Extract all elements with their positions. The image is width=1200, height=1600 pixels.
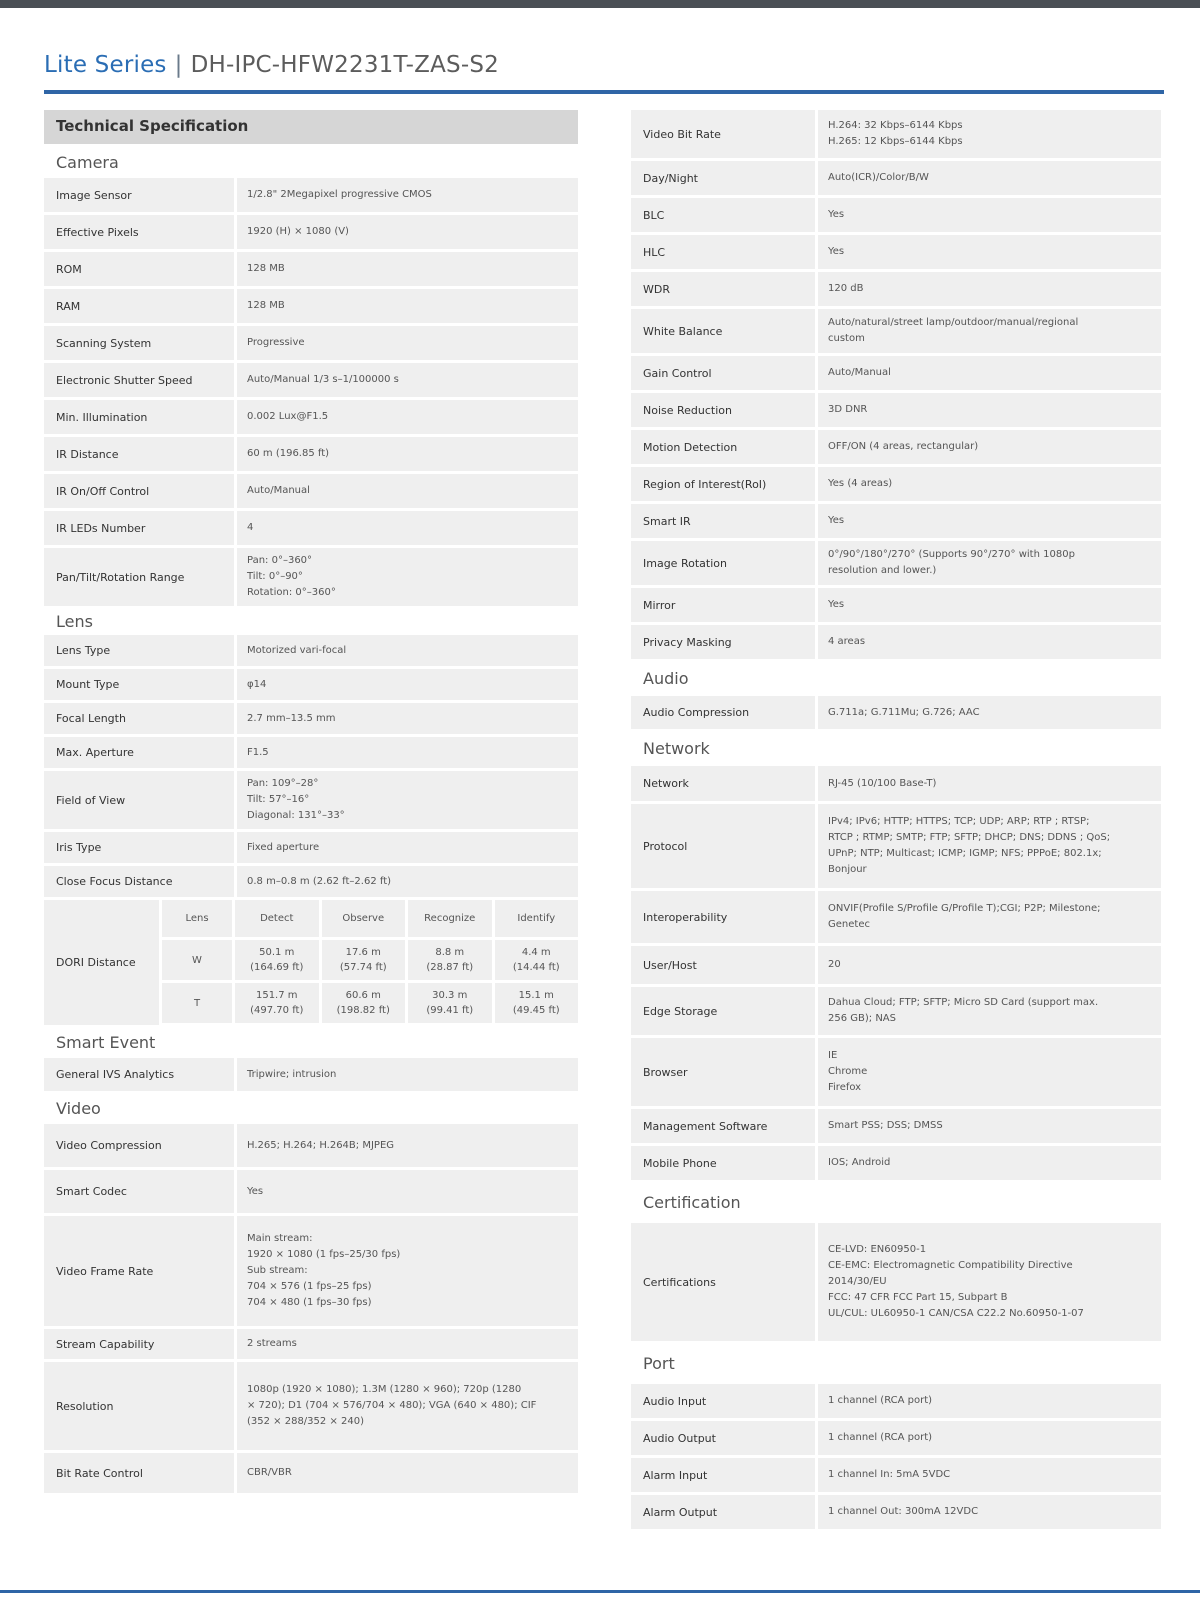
spec-row	[44, 737, 578, 768]
spec-value: Auto/Manual 1/3 s–1/100000 s	[237, 363, 578, 397]
spec-value	[818, 804, 1161, 888]
section-video: Video	[56, 1099, 101, 1118]
spec-label: IR Distance	[44, 437, 234, 471]
value-line: Auto/natural/street lamp/outdoor/manual/regional	[828, 317, 1079, 328]
value-line: Firefox	[828, 1082, 862, 1093]
spec-value: 1 channel Out: 300mA 12VDC	[818, 1495, 1161, 1529]
value-line: 704 × 480 (1 fps–30 fps)	[247, 1297, 372, 1308]
spec-value: 2 streams	[237, 1329, 578, 1359]
dori-header-cell: Observe	[322, 900, 406, 937]
spec-label: Image Rotation	[631, 541, 815, 585]
spec-label: DORI Distance	[44, 900, 159, 1025]
dori-value-cell	[408, 983, 492, 1023]
spec-row	[44, 252, 578, 286]
spec-label: White Balance	[631, 309, 815, 353]
spec-row	[44, 1453, 578, 1493]
spec-value: Auto/Manual	[237, 474, 578, 508]
spec-row	[44, 1058, 578, 1091]
spec-label: Lens Type	[44, 635, 234, 666]
spec-row	[44, 474, 578, 508]
section-certification: Certification	[643, 1193, 741, 1212]
value-line: 4.4 m	[521, 947, 551, 958]
spec-label: RAM	[44, 289, 234, 323]
spec-label: BLC	[631, 198, 815, 232]
value-line: 8.8 m	[435, 947, 465, 958]
spec-label: Audio Compression	[631, 696, 815, 729]
spec-value: Auto(ICR)/Color/B/W	[818, 161, 1161, 195]
spec-value	[818, 987, 1161, 1035]
value-line: Pan: 109°–28°	[247, 778, 319, 789]
spec-label: Iris Type	[44, 832, 234, 863]
spec-value: 20	[818, 946, 1161, 984]
value-line: H.264: 32 Kbps–6144 Kbps	[828, 120, 963, 131]
spec-value: Yes (4 areas)	[818, 467, 1161, 501]
spec-label: Electronic Shutter Speed	[44, 363, 234, 397]
value-line: Sub stream:	[247, 1265, 308, 1276]
spec-value	[237, 548, 578, 606]
spec-value	[818, 541, 1161, 585]
spec-value: Yes	[818, 198, 1161, 232]
value-line: 1920 × 1080 (1 fps–25/30 fps)	[247, 1249, 401, 1260]
value-line: 2014/30/EU	[828, 1276, 887, 1287]
spec-row	[631, 1495, 1161, 1529]
spec-label: Gain Control	[631, 356, 815, 390]
spec-value: 120 dB	[818, 272, 1161, 306]
spec-value: 0.002 Lux@F1.5	[237, 400, 578, 434]
value-line: UPnP; NTP; Multicast; ICMP; IGMP; NFS; PPPoE; 802.1x;	[828, 848, 1102, 859]
spec-row	[44, 669, 578, 700]
spec-label: IR On/Off Control	[44, 474, 234, 508]
spec-row	[631, 891, 1161, 943]
dori-lens-cell: W	[162, 940, 232, 980]
spec-label: Resolution	[44, 1362, 234, 1450]
spec-row	[631, 1223, 1161, 1341]
spec-row	[631, 356, 1161, 390]
spec-row	[44, 289, 578, 323]
value-line: Rotation: 0°–360°	[247, 587, 336, 598]
spec-row	[631, 696, 1161, 729]
value-line: (497.70 ft)	[250, 1005, 304, 1016]
spec-label: Noise Reduction	[631, 393, 815, 427]
spec-label: Video Compression	[44, 1124, 234, 1167]
value-line: CE-EMC: Electromagnetic Compatibility Directive	[828, 1260, 1073, 1271]
spec-row	[631, 541, 1161, 585]
value-line: H.265: 12 Kbps–6144 Kbps	[828, 136, 963, 147]
spec-label: Field of View	[44, 771, 234, 829]
spec-value: RJ-45 (10/100 Base-T)	[818, 766, 1161, 801]
spec-row	[631, 467, 1161, 501]
value-line: 60.6 m	[345, 990, 381, 1001]
value-line: Dahua Cloud; FTP; SFTP; Micro SD Card (support max.	[828, 997, 1099, 1008]
dori-value-cell	[322, 983, 406, 1023]
spec-value: CBR/VBR	[237, 1453, 578, 1493]
spec-value: IOS; Android	[818, 1146, 1161, 1180]
value-line: 50.1 m	[259, 947, 295, 958]
spec-label: IR LEDs Number	[44, 511, 234, 545]
value-line: ONVIF(Profile S/Profile G/Profile T);CGI; P2P; Milestone;	[828, 903, 1101, 914]
spec-row	[631, 504, 1161, 538]
spec-label: Video Bit Rate	[631, 110, 815, 158]
spec-row	[44, 635, 578, 666]
spec-value	[237, 771, 578, 829]
value-line: Bonjour	[828, 864, 867, 875]
spec-row	[44, 1362, 578, 1450]
value-line: Genetec	[828, 919, 870, 930]
spec-label: Min. Illumination	[44, 400, 234, 434]
value-line: Diagonal: 131°–33°	[247, 810, 345, 821]
spec-table-header: Technical Specification	[44, 110, 578, 144]
spec-value: F1.5	[237, 737, 578, 768]
spec-label: Audio Output	[631, 1421, 815, 1455]
spec-row	[631, 987, 1161, 1035]
spec-row	[44, 326, 578, 360]
spec-label: Max. Aperture	[44, 737, 234, 768]
spec-label: User/Host	[631, 946, 815, 984]
right-column	[631, 110, 1161, 1532]
title-separator: |	[174, 52, 183, 78]
spec-value: Fixed aperture	[237, 832, 578, 863]
spec-row	[631, 1038, 1161, 1106]
value-line: (49.45 ft)	[512, 1005, 560, 1016]
value-line: Pan: 0°–360°	[247, 555, 313, 566]
lens-table	[44, 635, 578, 1025]
spec-label: Stream Capability	[44, 1329, 234, 1359]
value-line: 30.3 m	[432, 990, 468, 1001]
value-line: 256 GB); NAS	[828, 1013, 896, 1024]
spec-label: Mount Type	[44, 669, 234, 700]
spec-label: HLC	[631, 235, 815, 269]
spec-value: Yes	[818, 235, 1161, 269]
section-lens: Lens	[56, 612, 93, 631]
spec-label: Motion Detection	[631, 430, 815, 464]
value-line: 1080p (1920 × 1080); 1.3M (1280 × 960); 720p (1280	[247, 1384, 522, 1395]
spec-label: Edge Storage	[631, 987, 815, 1035]
spec-row	[631, 235, 1161, 269]
dori-value-cell	[495, 983, 579, 1023]
dori-value-cell	[408, 940, 492, 980]
spec-row	[44, 548, 578, 606]
spec-label: Privacy Masking	[631, 625, 815, 659]
spec-row	[631, 766, 1161, 801]
spec-row	[631, 804, 1161, 888]
value-line: IPv4; IPv6; HTTP; HTTPS; TCP; UDP; ARP; RTP ; RTSP;	[828, 816, 1090, 827]
spec-value: H.265; H.264; H.264B; MJPEG	[237, 1124, 578, 1167]
spec-label: Scanning System	[44, 326, 234, 360]
spec-label: Region of Interest(RoI)	[631, 467, 815, 501]
spec-row	[631, 198, 1161, 232]
spec-row	[44, 866, 578, 897]
spec-row	[44, 832, 578, 863]
value-line: Main stream:	[247, 1233, 313, 1244]
spec-label: Image Sensor	[44, 178, 234, 212]
spec-row	[44, 1216, 578, 1326]
value-line: (164.69 ft)	[250, 962, 304, 973]
spec-value: 0.8 m–0.8 m (2.62 ft–2.62 ft)	[237, 866, 578, 897]
spec-row	[44, 771, 578, 829]
spec-value: 3D DNR	[818, 393, 1161, 427]
spec-value: OFF/ON (4 areas, rectangular)	[818, 430, 1161, 464]
value-line: UL/CUL: UL60950-1 CAN/CSA C22.2 No.60950-1-07	[828, 1308, 1084, 1319]
dori-header-cell: Identify	[495, 900, 579, 937]
value-line: (198.82 ft)	[336, 1005, 390, 1016]
spec-row	[631, 1109, 1161, 1143]
spec-row	[44, 437, 578, 471]
value-line: CE-LVD: EN60950-1	[828, 1244, 927, 1255]
spec-value: 1 channel (RCA port)	[818, 1384, 1161, 1418]
spec-label: Day/Night	[631, 161, 815, 195]
series-name: Lite Series	[44, 52, 167, 78]
spec-value: 1920 (H) × 1080 (V)	[237, 215, 578, 249]
spec-label: Management Software	[631, 1109, 815, 1143]
footer-divider	[0, 1590, 1200, 1593]
value-line: Tilt: 57°–16°	[247, 794, 310, 805]
page-header	[44, 52, 1164, 98]
spec-label: Mobile Phone	[631, 1146, 815, 1180]
spec-value: G.711a; G.711Mu; G.726; AAC	[818, 696, 1161, 729]
spec-row	[44, 363, 578, 397]
spec-value: Yes	[818, 588, 1161, 622]
spec-row	[631, 1458, 1161, 1492]
spec-label: Mirror	[631, 588, 815, 622]
spec-value: 4	[237, 511, 578, 545]
spec-row	[631, 1421, 1161, 1455]
spec-label: Alarm Output	[631, 1495, 815, 1529]
spec-row	[44, 1124, 578, 1167]
page-title	[44, 52, 1164, 78]
dori-value-cell	[495, 940, 579, 980]
title-divider	[44, 90, 1164, 94]
spec-value	[818, 309, 1161, 353]
spec-label: Alarm Input	[631, 1458, 815, 1492]
dori-header-cell: Recognize	[408, 900, 492, 937]
spec-value: 1/2.8" 2Megapixel progressive CMOS	[237, 178, 578, 212]
spec-row	[631, 946, 1161, 984]
value-line: (352 × 288/352 × 240)	[247, 1416, 364, 1427]
value-line: custom	[828, 333, 865, 344]
value-line: 17.6 m	[345, 947, 381, 958]
spec-label: Close Focus Distance	[44, 866, 234, 897]
spec-label: Video Frame Rate	[44, 1216, 234, 1326]
spec-value: Progressive	[237, 326, 578, 360]
spec-row	[631, 272, 1161, 306]
spec-row	[631, 588, 1161, 622]
spec-value: 1 channel In: 5mA 5VDC	[818, 1458, 1161, 1492]
value-line: (57.74 ft)	[339, 962, 387, 973]
section-port: Port	[643, 1354, 675, 1373]
spec-value: 4 areas	[818, 625, 1161, 659]
spec-value: 1 channel (RCA port)	[818, 1421, 1161, 1455]
spec-value	[818, 110, 1161, 158]
spec-label: Protocol	[631, 804, 815, 888]
dori-header-cell: Lens	[162, 900, 232, 937]
spec-label: Smart Codec	[44, 1170, 234, 1213]
spec-value: φ14	[237, 669, 578, 700]
value-line: resolution and lower.)	[828, 565, 937, 576]
spec-row	[44, 215, 578, 249]
spec-row	[631, 161, 1161, 195]
value-line: (99.41 ft)	[426, 1005, 474, 1016]
value-line: × 720); D1 (704 × 576/704 × 480); VGA (640 × 480); CIF	[247, 1400, 537, 1411]
spec-label: Browser	[631, 1038, 815, 1106]
section-network: Network	[643, 739, 710, 758]
video-table	[44, 1124, 578, 1493]
value-line: FCC: 47 CFR FCC Part 15, Subpart B	[828, 1292, 1008, 1303]
spec-row	[631, 625, 1161, 659]
section-audio: Audio	[643, 669, 689, 688]
spec-label: Audio Input	[631, 1384, 815, 1418]
section-camera: Camera	[56, 153, 119, 172]
dori-value-cell	[235, 983, 319, 1023]
spec-row	[44, 178, 578, 212]
spec-row	[631, 393, 1161, 427]
spec-label: Focal Length	[44, 703, 234, 734]
spec-row	[631, 1146, 1161, 1180]
spec-row	[631, 110, 1161, 158]
spec-row	[631, 309, 1161, 353]
value-line: (14.44 ft)	[512, 962, 560, 973]
section-smart-event: Smart Event	[56, 1033, 156, 1052]
value-line: IE	[828, 1050, 838, 1061]
spec-value: Smart PSS; DSS; DMSS	[818, 1109, 1161, 1143]
spec-label: ROM	[44, 252, 234, 286]
value-line: 704 × 576 (1 fps–25 fps)	[247, 1281, 372, 1292]
spec-value: 128 MB	[237, 252, 578, 286]
spec-label: Certifications	[631, 1223, 815, 1341]
spec-label: Network	[631, 766, 815, 801]
value-line: (28.87 ft)	[426, 962, 474, 973]
spec-value	[818, 1038, 1161, 1106]
spec-row	[44, 1329, 578, 1359]
spec-value	[237, 1362, 578, 1450]
spec-value: 2.7 mm–13.5 mm	[237, 703, 578, 734]
spec-value	[237, 1216, 578, 1326]
spec-row	[44, 400, 578, 434]
model-number: DH-IPC-HFW2231T-ZAS-S2	[190, 52, 499, 78]
dori-distance-row	[44, 900, 578, 1025]
spec-value: Yes	[818, 504, 1161, 538]
value-line: 15.1 m	[518, 990, 554, 1001]
spec-value: Auto/Manual	[818, 356, 1161, 390]
spec-label: WDR	[631, 272, 815, 306]
value-line: Tilt: 0°–90°	[247, 571, 303, 582]
spec-value	[818, 1223, 1161, 1341]
spec-row	[631, 430, 1161, 464]
dori-value-cell	[322, 940, 406, 980]
top-bar	[0, 0, 1200, 8]
spec-label: Interoperability	[631, 891, 815, 943]
value-line: 0°/90°/180°/270° (Supports 90°/270° with 1080p	[828, 549, 1075, 560]
spec-value: Tripwire; intrusion	[237, 1058, 578, 1091]
value-line: RTCP ; RTMP; SMTP; FTP; SFTP; DHCP; DNS; DDNS ; QoS;	[828, 832, 1111, 843]
spec-row	[631, 1384, 1161, 1418]
dori-header-cell: Detect	[235, 900, 319, 937]
value-line: Chrome	[828, 1066, 868, 1077]
spec-label: General IVS Analytics	[44, 1058, 234, 1091]
spec-label: Pan/Tilt/Rotation Range	[44, 548, 234, 606]
spec-label: Smart IR	[631, 504, 815, 538]
spec-value: Motorized vari-focal	[237, 635, 578, 666]
spec-value: 60 m (196.85 ft)	[237, 437, 578, 471]
dori-lens-cell: T	[162, 983, 232, 1023]
spec-label: Bit Rate Control	[44, 1453, 234, 1493]
spec-value	[818, 891, 1161, 943]
dori-table	[162, 900, 578, 1025]
spec-value: 128 MB	[237, 289, 578, 323]
camera-table	[44, 178, 578, 606]
value-line: 151.7 m	[255, 990, 298, 1001]
dori-value-cell	[235, 940, 319, 980]
spec-value: Yes	[237, 1170, 578, 1213]
spec-row	[44, 703, 578, 734]
left-column	[44, 110, 578, 1496]
spec-row	[44, 1170, 578, 1213]
spec-row	[44, 511, 578, 545]
spec-label: Effective Pixels	[44, 215, 234, 249]
